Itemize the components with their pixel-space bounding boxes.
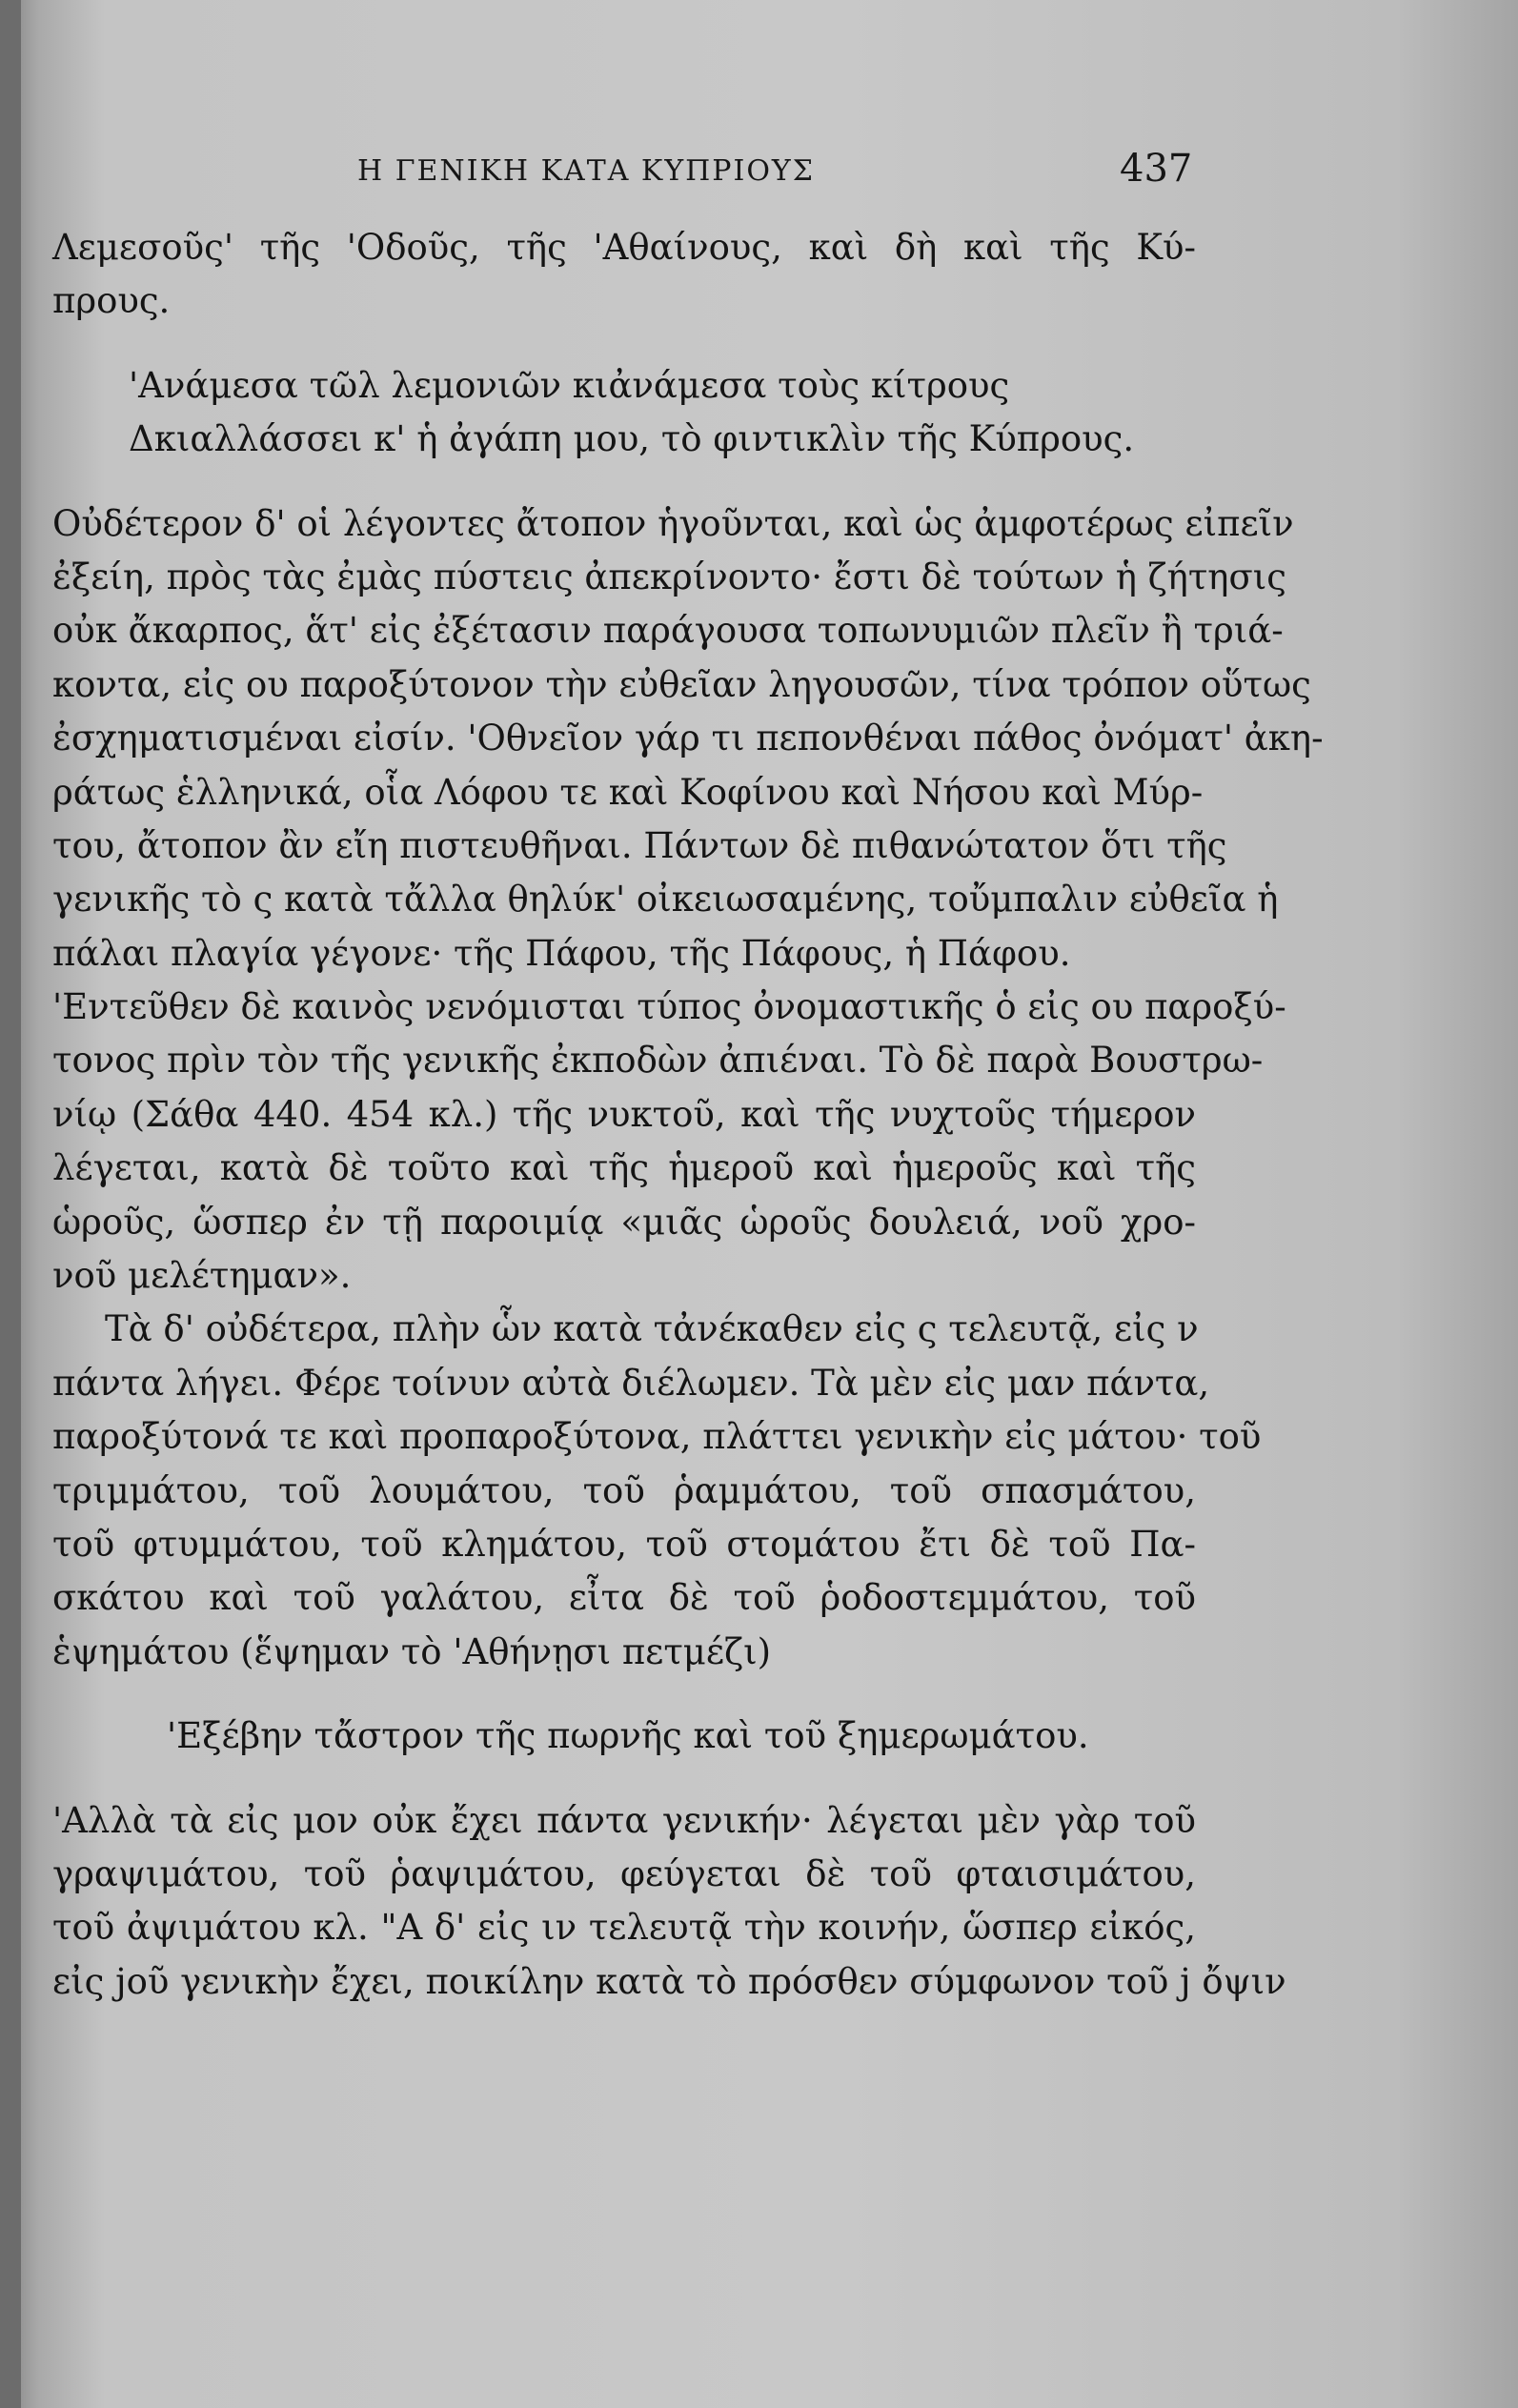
text-line: νίῳ (Σάθα 440. 454 κλ.) τῆς νυκτοῦ, καὶ τῆς νυχτοῦς τήμερον [52, 1093, 1196, 1135]
text-line: 'Αλλὰ τὰ εἰς μον οὐκ ἔχει πάντα γενικήν· λέγεται μὲν γὰρ τοῦ [52, 1799, 1196, 1841]
text-line: τονος πρὶν τὸν τῆς γενικῆς ἐκποδὼν ἀπιέναι. Τὸ δὲ παρὰ Βουστρω- [52, 1040, 1264, 1082]
text-line: γραψιμάτου, τοῦ ῥαψιμάτου, φεύγεται δὲ τοῦ φταισιμάτου, [52, 1852, 1196, 1894]
text-line: ἑψημάτου (ἕψημαν τὸ 'Αθήνῃσι πετμέζι) [52, 1630, 772, 1672]
page-number: 437 [1120, 147, 1193, 191]
text-line: παροξύτονά τε καὶ προπαροξύτονα, πλάττει γενικὴν εἰς μάτου· τοῦ [52, 1416, 1262, 1458]
stanza-spacer [52, 467, 1196, 497]
text-line: ὡροῦς, ὥσπερ ἐν τῇ παροιμίᾳ «μιᾶς ὡροῦς δουλειά, νοῦ χρο- [52, 1201, 1196, 1243]
text-line: ράτως ἑλληνικά, οἷα Λόφου τε καὶ Κοφίνου καὶ Νήσου καὶ Μύρ- [52, 771, 1204, 813]
text-line: οὐκ ἄκαρπος, ἅτ' εἰς ἐξέτασιν παράγουσα τοπωνυμιῶν πλεῖν ἢ τριά- [52, 610, 1284, 652]
text-line: 'Εντεῦθεν δὲ καινὸς νενόμισται τύπος ὀνομαστικῆς ὁ εἰς ου παροξύ- [52, 986, 1286, 1028]
binding-gutter [0, 0, 21, 2408]
text-line: τοῦ ἀψιμάτου κλ. "Α δ' εἰς ιν τελευτᾷ τὴν κοινήν, ὥσπερ εἰκός, [52, 1907, 1196, 1949]
stanza-spacer [52, 1679, 1196, 1710]
text-line: Τὰ δ' οὐδέτερα, πλὴν ὧν κατὰ τἀνέκαθεν εἰς ς τελευτᾷ, εἰς ν [105, 1308, 1199, 1350]
text-line: Οὐδέτερον δ' οἱ λέγοντες ἄτοπον ἡγοῦνται, καὶ ὡς ἀμφοτέρως εἰπεῖν [52, 502, 1294, 544]
running-title: Η ΓΕΝΙΚΗ ΚΑΤΑ ΚΥΠΡΙΟΥΣ [357, 154, 815, 188]
text-line: γενικῆς τὸ ς κατὰ τἄλλα θηλύκ' οἰκειωσαμένης, τοὔμπαλιν εὐθεῖα ἡ [52, 879, 1279, 921]
verse-line: 'Εξέβην τἄστρον τῆς πωρνῆς καὶ τοῦ ξημερωμάτου. [167, 1715, 1089, 1757]
verse-line: 'Ανάμεσα τῶλ λεμονιῶν κιἀνάμεσα τοὺς κίτρους [129, 364, 1010, 406]
text-line: τοῦ φτυμμάτου, τοῦ κλημάτου, τοῦ στομάτου ἔτι δὲ τοῦ Πα- [52, 1523, 1196, 1565]
text-line: ἐσχηματισμέναι εἰσίν. 'Οθνεῖον γάρ τι πεπονθέναι πάθος ὀνόματ' ἀκη- [52, 718, 1324, 759]
page-header [0, 143, 1518, 200]
text-line: πάλαι πλαγία γέγονε· τῆς Πάφου, τῆς Πάφους, ἡ Πάφου. [52, 932, 1071, 974]
verse-line: Δκιαλλάσσει κ' ἡ ἀγάπη μου, τὸ φιντικλὶν τῆς Κύπρους. [129, 418, 1135, 460]
text-line: κοντα, εἰς ου παροξύτονον τὴν εὐθεῖαν ληγουσῶν, τίνα τρόπον οὕτως [52, 663, 1311, 705]
stanza-spacer [52, 329, 1196, 359]
text-line: του, ἄτοπον ἂν εἴη πιστευθῆναι. Πάντων δὲ πιθανώτατον ὅτι τῆς [52, 824, 1227, 866]
text-line: λέγεται, κατὰ δὲ τοῦτο καὶ τῆς ἡμεροῦ καὶ ἡμεροῦς καὶ τῆς [52, 1147, 1196, 1189]
stanza-spacer [52, 1764, 1196, 1794]
text-line: νοῦ μελέτημαν». [52, 1255, 352, 1297]
text-line: σκάτου καὶ τοῦ γαλάτου, εἶτα δὲ τοῦ ῥοδοστεμμάτου, τοῦ [52, 1577, 1196, 1619]
text-line: ἐξείη, πρὸς τὰς ἐμὰς πύστεις ἀπεκρίνοντο· ἔστι δὲ τούτων ἡ ζήτησις [52, 556, 1286, 597]
body-text [52, 221, 1324, 2009]
text-line: πρους. [52, 280, 171, 322]
text-line: τριμμάτου, τοῦ λουμάτου, τοῦ ῥαμμάτου, τοῦ σπασμάτου, [52, 1469, 1196, 1511]
text-line: πάντα λήγει. Φέρε τοίνυν αὐτὰ διέλωμεν. Τὰ μὲν εἰς μαν πάντα, [52, 1362, 1210, 1404]
text-line: εἰς ϳοῦ γενικὴν ἔχει, ποικίλην κατὰ τὸ πρόσθεν σύμφωνον τοῦ ϳ ὄψιν [52, 1960, 1286, 2002]
text-line: Λεμεσοῦς' τῆς 'Οδοῦς, τῆς 'Αθαίνους, καὶ δὴ καὶ τῆς Κύ- [52, 227, 1196, 268]
